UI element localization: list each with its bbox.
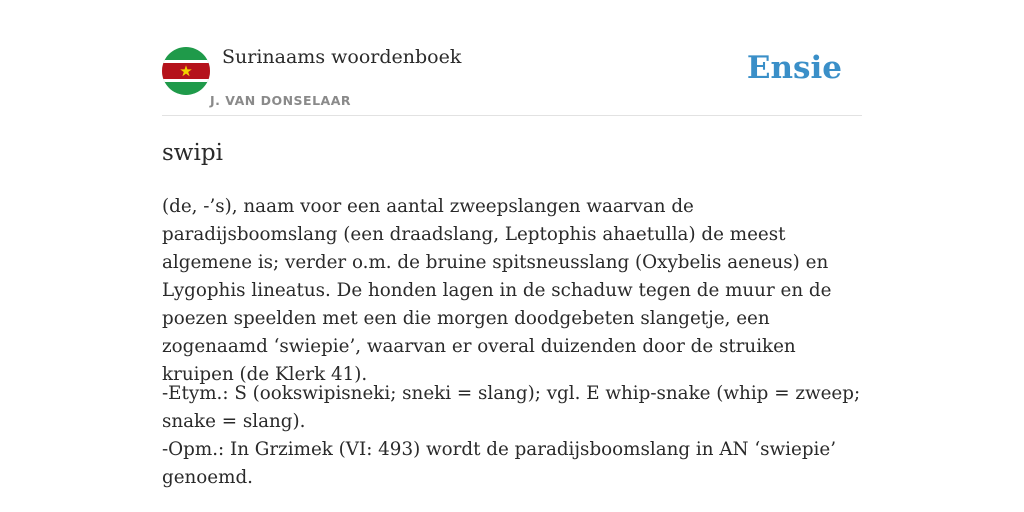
dictionary-title[interactable]: Surinaams woordenboek [222, 46, 462, 68]
ensie-logo[interactable]: Ensie [746, 50, 842, 86]
entry-headword: swipi [162, 140, 223, 166]
header-divider [162, 115, 862, 116]
entry-definition: (de, -’s), naam voor een aantal zweepslangen waarvan de paradijsboomslang (een draadslang, Leptophis ahaetulla) de meest algemene is; verder o.m. de bruine spitsneusslang (Oxybelis aeneus) en Lygophis lineatus. De honden lagen in de schaduw tegen de muur en de poezen speelden met een die morgen doodgebeten slangetje, een zogenaamd ‘swiepie’, waarvan er overal duizenden door de struiken kruipen (de Klerk 41). [162, 196, 832, 385]
suriname-flag-icon [162, 47, 210, 95]
entry-remark: -Opm.: In Grzimek (VI: 493) wordt de paradijsboomslang in AN ‘swiepie’ genoemd. [162, 439, 837, 488]
dictionary-author[interactable]: J. VAN DONSELAAR [210, 93, 352, 108]
entry-notes [162, 380, 866, 492]
dictionary-page [162, 0, 862, 512]
entry-etymology: -Etym.: S (ookswipisneki; sneki = slang); vgl. E whip-snake (whip = zweep; snake = slang). [162, 383, 861, 432]
suriname-flag-graphic [162, 47, 210, 95]
